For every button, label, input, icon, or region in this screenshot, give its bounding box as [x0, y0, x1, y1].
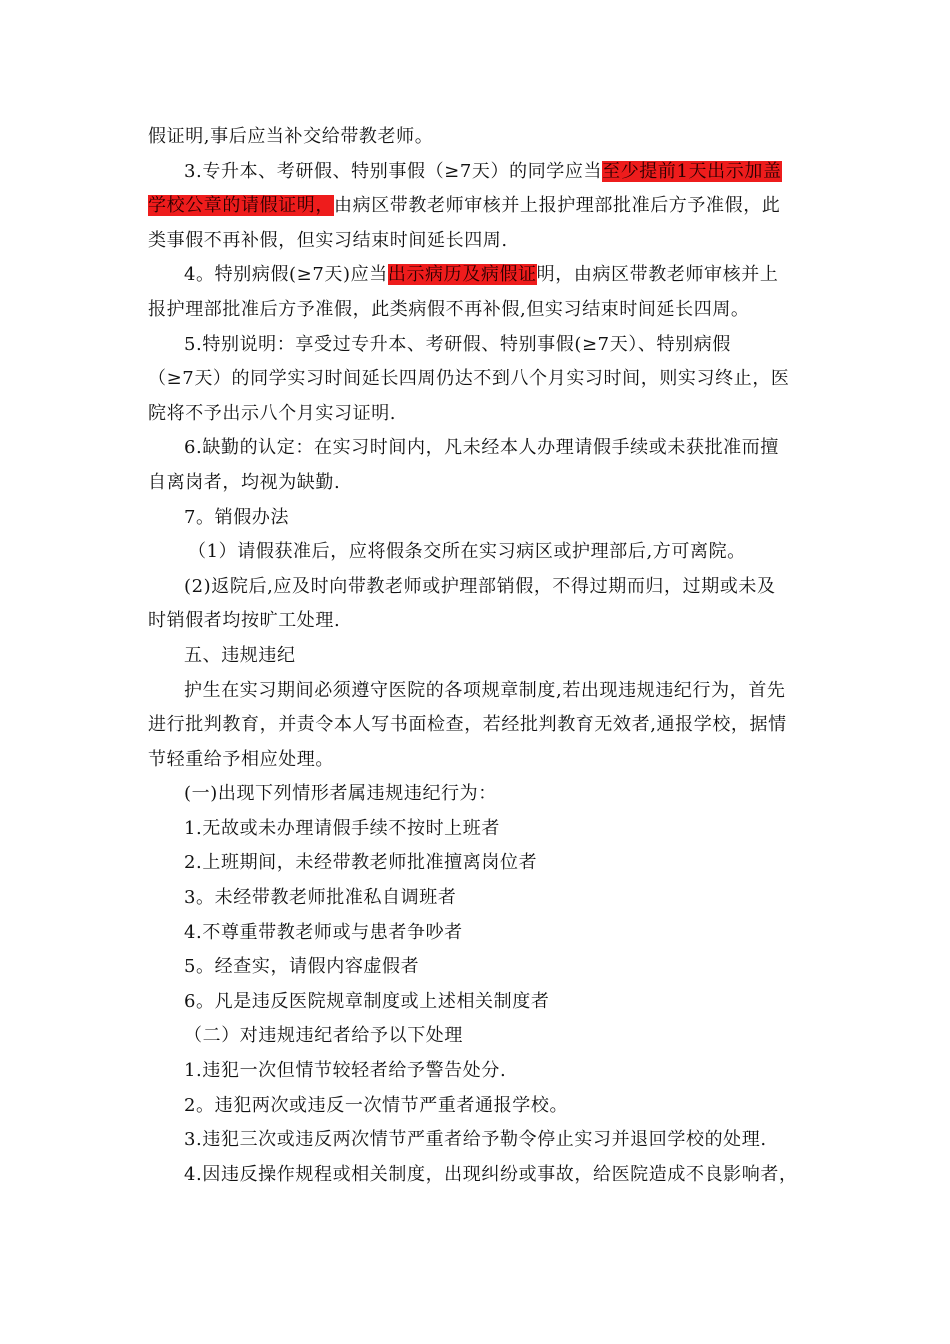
list-item: 4.因违反操作规程或相关制度，出现纠纷或事故，给医院造成不良影响者， [184, 1163, 798, 1185]
text-line: 6.缺勤的认定：在实习时间内，凡未经本人办理请假手续或未获批准而擅 [184, 437, 779, 459]
text-line: 假证明,事后应当补交给带教老师。 [148, 126, 434, 147]
subsection-heading: （二）对违规违纪者给予以下处理 [184, 1025, 463, 1047]
text-line: 报护理部批准后方予准假，此类病假不再补假,但实习结束时间延长四周。 [148, 298, 750, 320]
text-line: （1）请假获准后，应将假条交所在实习病区或护理部后,方可离院。 [188, 541, 746, 563]
list-item: 5。经查实，请假内容虚假者 [184, 956, 420, 978]
text-run: 明，由病区带教老师审核并上 [536, 264, 779, 286]
text-run: 由病区带教老师审核并上报护理部批准后方予准假，此 [334, 195, 781, 217]
highlighted-text: 至少提前1天出示加盖 [602, 160, 782, 182]
text-line: 类事假不再补假，但实习结束时间延长四周. [148, 229, 508, 251]
text-line: (2)返院后,应及时向带教老师或护理部销假，不得过期而归，过期或未及 [184, 575, 776, 597]
list-item: 2。违犯两次或违反一次情节严重者通报学校。 [184, 1094, 569, 1116]
highlighted-text: 出示病历及病假证 [387, 264, 537, 286]
highlighted-text: 学校公章的请假证明， [148, 195, 334, 217]
text-line: 时销假者均按旷工处理. [148, 610, 341, 632]
text-line: 5.特别说明：享受过专升本、考研假、特别事假(≥7天）、特别病假 [184, 333, 731, 355]
list-item: 2.上班期间，未经带教老师批准擅离岗位者 [184, 852, 538, 874]
list-item: 3.违犯三次或违反两次情节严重者给予勒令停止实习并退回学校的处理. [184, 1129, 767, 1151]
text-run: 3.专升本、考研假、特别事假（≥7天）的同学应当 [184, 160, 603, 182]
text-line: 进行批判教育，并责令本人写书面检查，若经批判教育无效者,通报学校，据情 [148, 714, 787, 736]
text-line: 7。销假办法 [184, 506, 290, 528]
document-body [148, 120, 813, 1192]
text-line: 护生在实习期间必须遵守医院的各项规章制度,若出现违规违纪行为，首先 [184, 679, 786, 701]
text-run: 4。特别病假(≥7天)应当 [184, 264, 388, 286]
list-item: 3。未经带教老师批准私自调班者 [184, 887, 457, 909]
list-item: 6。凡是违反医院规章制度或上述相关制度者 [184, 990, 550, 1012]
section-heading: 五、违规违纪 [184, 644, 296, 666]
text-line: （≥7天）的同学实习时间延长四周仍达不到八个月实习时间，则实习终止，医 [148, 368, 790, 390]
list-item: 1.无故或未办理请假手续不按时上班者 [184, 817, 500, 839]
list-item: 1.违犯一次但情节较轻者给予警告处分. [184, 1060, 507, 1082]
text-line: 自离岗者，均视为缺勤. [148, 471, 341, 493]
text-line: 院将不予出示八个月实习证明. [148, 402, 397, 424]
text-line [148, 189, 813, 224]
text-line [148, 155, 813, 190]
subsection-heading: (一)出现下列情形者属违规违纪行为： [184, 783, 497, 805]
text-line [148, 258, 813, 293]
text-line: 节轻重给予相应处理。 [148, 748, 334, 770]
list-item: 4.不尊重带教老师或与患者争吵者 [184, 921, 463, 943]
